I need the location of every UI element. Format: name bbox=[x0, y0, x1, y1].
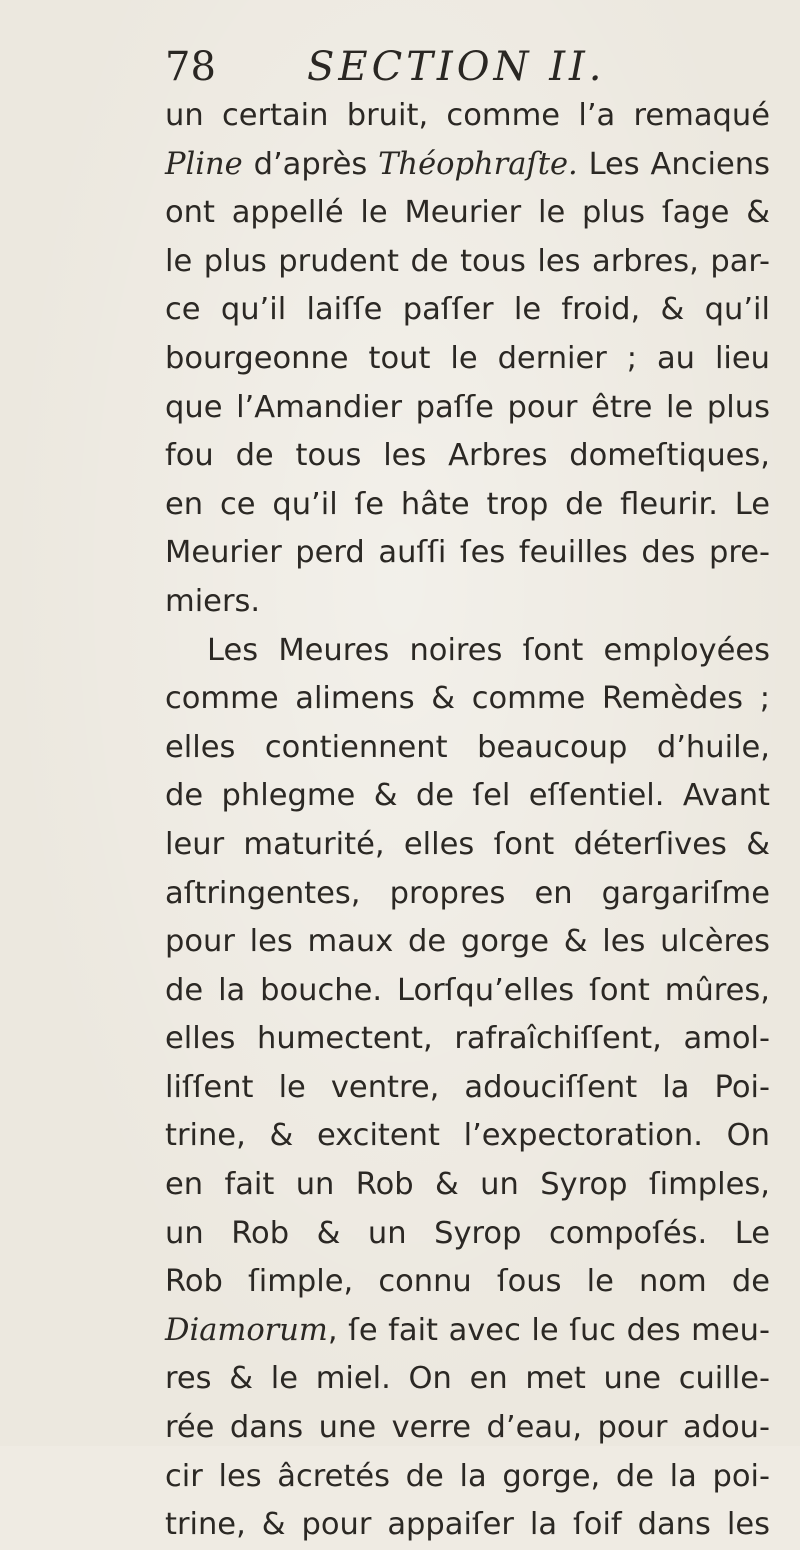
text-line bbox=[165, 141, 770, 190]
text-run: Rob ſimple, connu ſous le nom de bbox=[165, 1264, 770, 1300]
text-line bbox=[165, 1258, 770, 1307]
text-run: de phlegme & de ſel eſſentiel. Avant bbox=[165, 778, 770, 814]
text-run: comme alimens & comme Remèdes ; bbox=[165, 681, 770, 717]
text-line bbox=[165, 1453, 770, 1502]
text-run: en ce qu’il ſe hâte trop de fleurir. Le bbox=[165, 486, 770, 522]
text-line bbox=[165, 1064, 770, 1113]
text-line bbox=[165, 870, 770, 919]
text-line bbox=[165, 432, 770, 481]
text-line bbox=[165, 627, 770, 676]
text-line bbox=[165, 967, 770, 1016]
text-run: pour les maux de gorge & les ulcères bbox=[165, 924, 770, 960]
italic-name: Diamorum bbox=[165, 1312, 328, 1348]
text-run: trine, & excitent l’expectoration. On bbox=[165, 1118, 770, 1154]
text-run: leur maturité, elles ſont déterſives & bbox=[165, 826, 770, 862]
text-line bbox=[165, 529, 770, 578]
text-line bbox=[165, 918, 770, 967]
body-text bbox=[165, 92, 770, 1550]
text-run: le plus prudent de tous les arbres, par- bbox=[165, 243, 770, 279]
text-line bbox=[165, 772, 770, 821]
text-run: elles humectent, rafraîchiſſent, amol- bbox=[165, 1021, 770, 1057]
text-run: bourgeonne tout le dernier ; au lieu bbox=[165, 340, 770, 376]
text-run: , ſe fait avec le ſuc des meu- bbox=[327, 1312, 770, 1348]
text-line bbox=[165, 578, 770, 627]
text-run: res & le miel. On en met une cuille- bbox=[165, 1361, 770, 1397]
italic-name: Théophraſte. bbox=[378, 146, 578, 182]
text-run: cir les âcretés de la gorge, de la poi- bbox=[165, 1458, 770, 1494]
text-line bbox=[165, 481, 770, 530]
text-line bbox=[165, 1112, 770, 1161]
text-run: fou de tous les Arbres domeſtiques, bbox=[165, 438, 770, 474]
text-run: d’après bbox=[242, 146, 379, 182]
text-run: ont appellé le Meurier le plus ſage & bbox=[165, 195, 770, 231]
text-line bbox=[165, 1404, 770, 1453]
text-line bbox=[165, 92, 770, 141]
text-run: de la bouche. Lorſqu’elles ſont mûres, bbox=[165, 972, 770, 1008]
text-run: Les Anciens bbox=[577, 146, 770, 182]
text-run: en fait un Rob & un Syrop ſimples, bbox=[165, 1167, 770, 1203]
text-line bbox=[165, 821, 770, 870]
text-line bbox=[165, 675, 770, 724]
text-line bbox=[165, 286, 770, 335]
text-run: un Rob & un Syrop compoſés. Le bbox=[165, 1215, 770, 1251]
italic-name: Pline bbox=[165, 146, 243, 182]
text-line bbox=[165, 238, 770, 287]
text-run: trine, & pour appaiſer la ſoif dans les bbox=[165, 1507, 770, 1543]
text-line bbox=[165, 1161, 770, 1210]
text-line bbox=[165, 384, 770, 433]
text-run: elles contiennent beaucoup d’huile, bbox=[165, 729, 770, 765]
running-head: SECTION II. bbox=[307, 44, 606, 90]
text-run: liſſent le ventre, adouciſſent la Poi- bbox=[165, 1069, 770, 1105]
text-line bbox=[165, 189, 770, 238]
text-line bbox=[165, 1307, 770, 1356]
text-line bbox=[165, 1015, 770, 1064]
text-line bbox=[165, 335, 770, 384]
text-run: miers. bbox=[165, 583, 261, 619]
text-run: ce qu’il laiſſe paſſer le froid, & qu’il bbox=[165, 292, 770, 328]
text-line bbox=[165, 1355, 770, 1404]
text-run: Meurier perd auſſi ſes feuilles des pre- bbox=[165, 535, 770, 571]
text-line bbox=[165, 1210, 770, 1259]
text-run: un certain bruit, comme l’a remaqué bbox=[165, 98, 770, 133]
text-line bbox=[165, 1501, 770, 1550]
text-line bbox=[165, 724, 770, 773]
page-header bbox=[165, 42, 765, 92]
page-number: 78 bbox=[165, 44, 216, 90]
text-run: Les Meures noires ſont employées bbox=[207, 632, 770, 668]
text-run: que l’Amandier paſſe pour être le plus bbox=[165, 389, 770, 425]
text-run: aſtringentes, propres en gargariſme bbox=[165, 875, 770, 911]
text-run: rée dans une verre d’eau, pour adou- bbox=[165, 1410, 770, 1446]
